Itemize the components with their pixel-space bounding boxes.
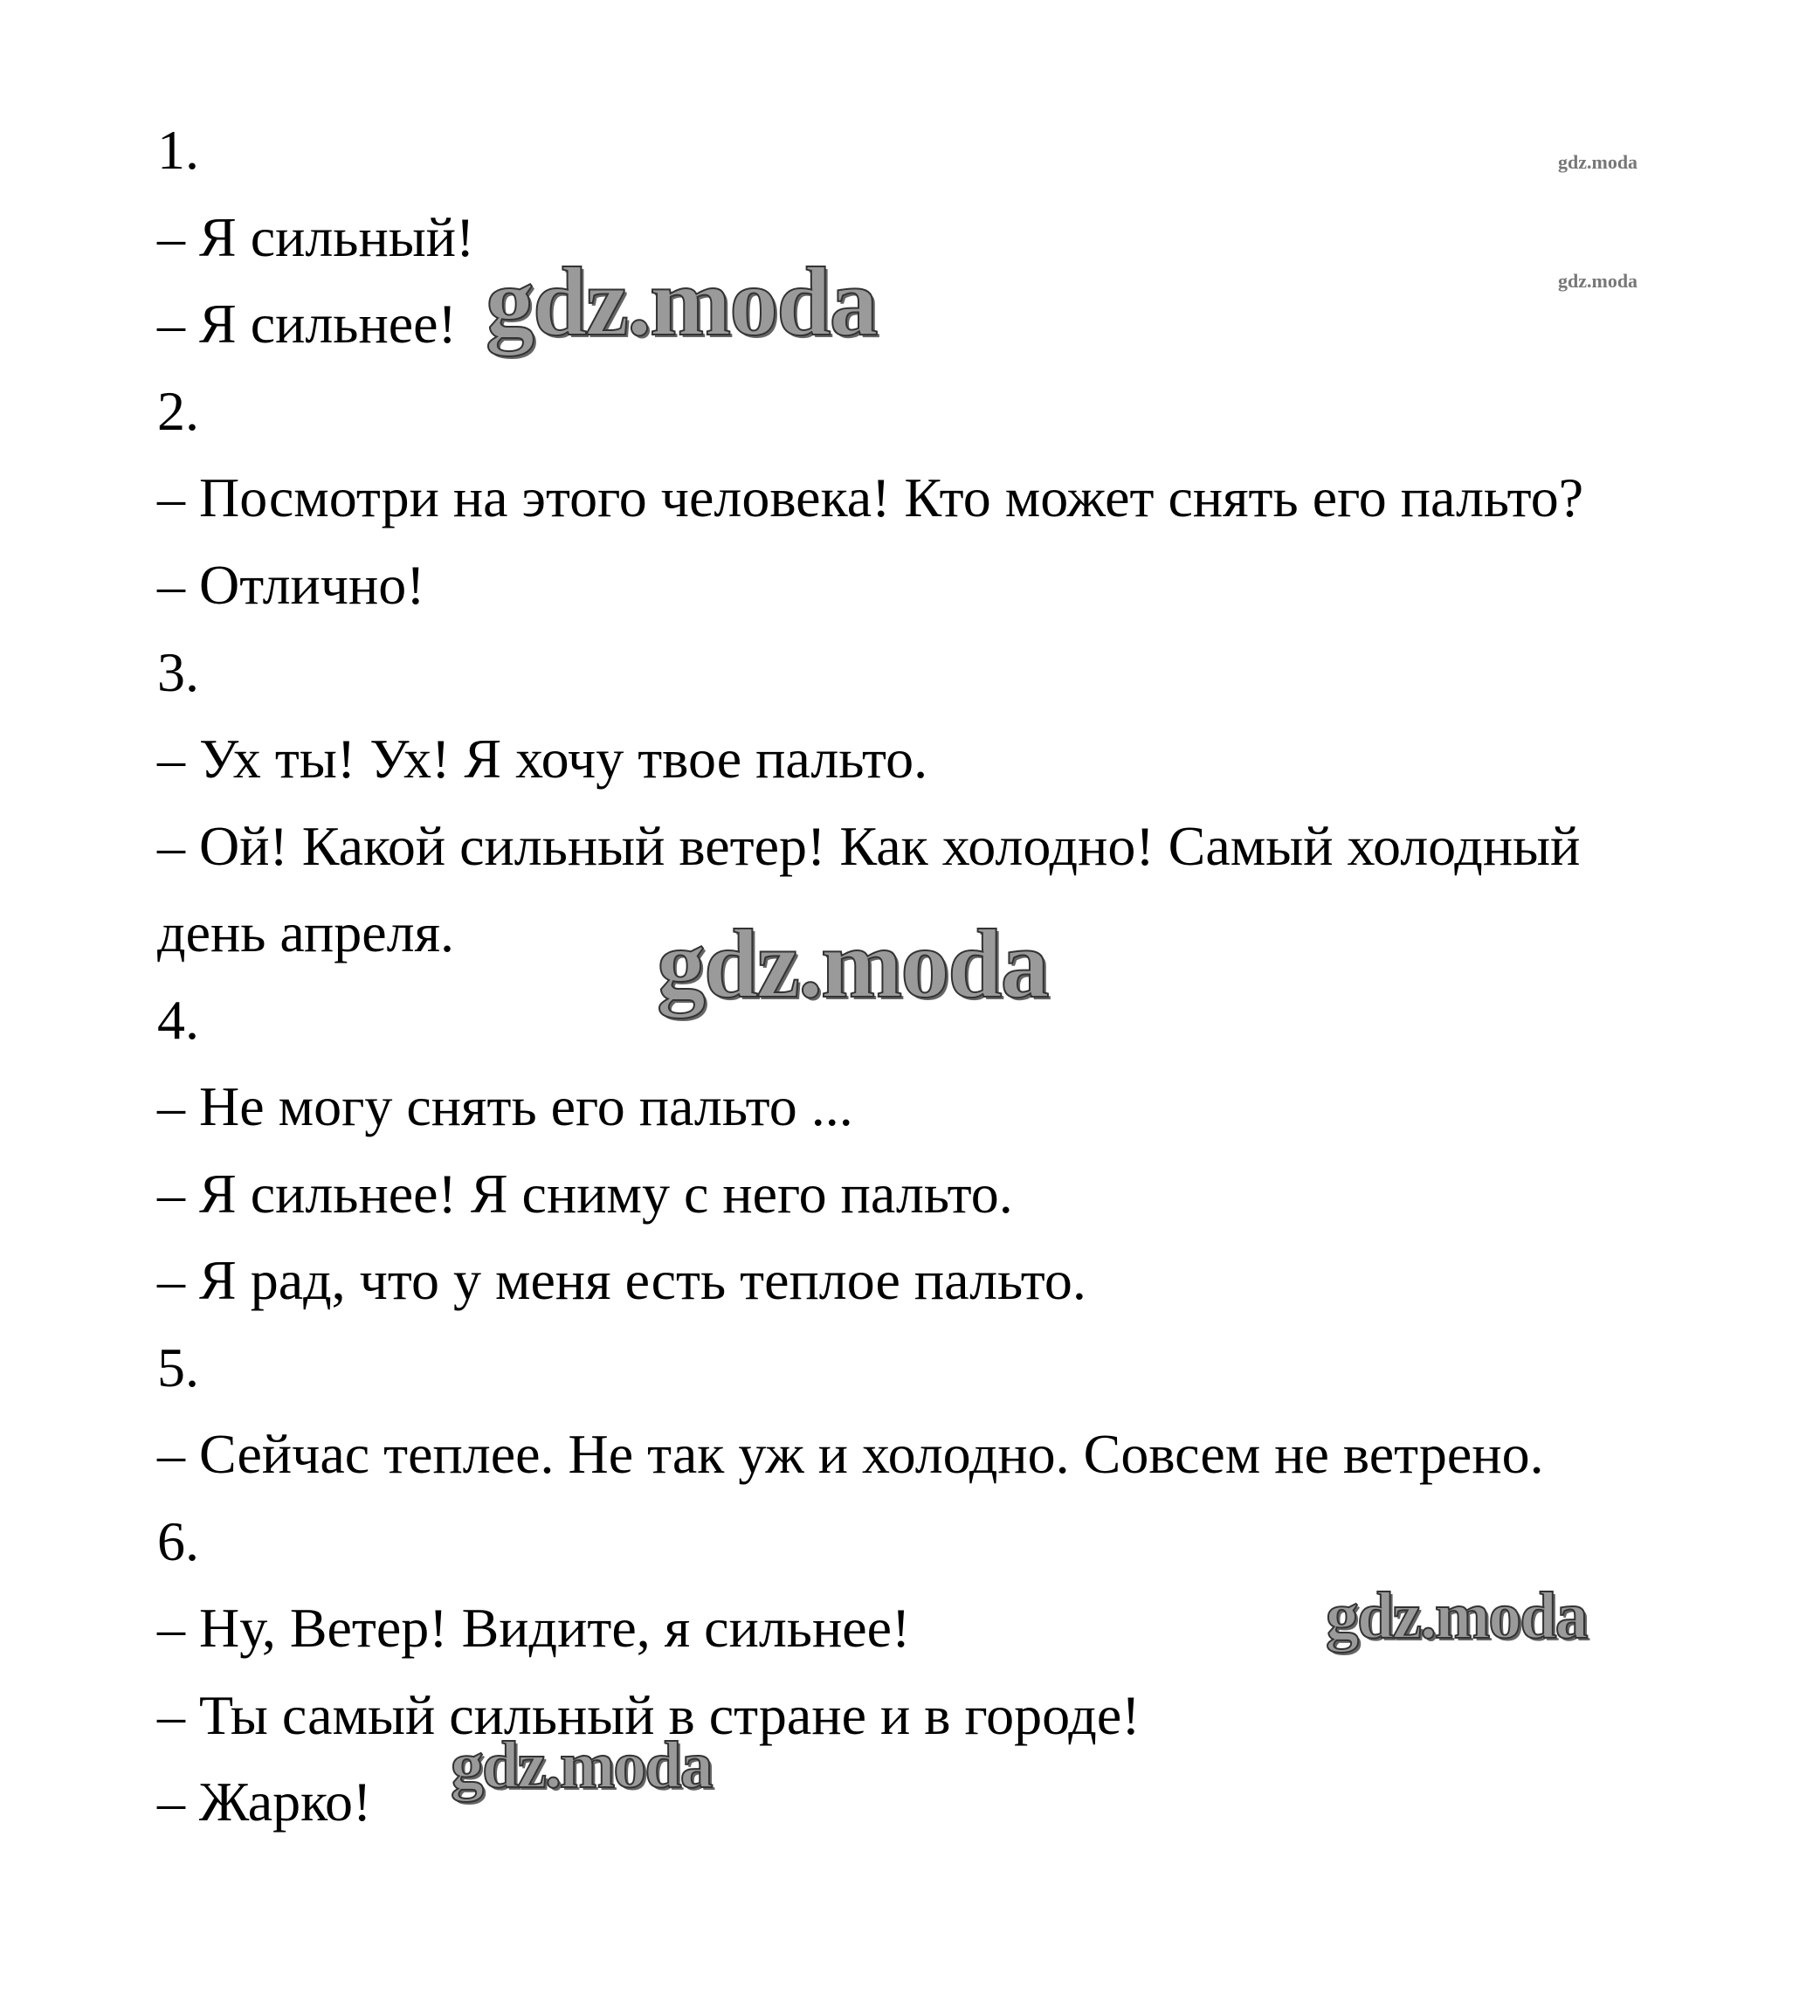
dialogue-line: – Ух ты! Ух! Я хочу твое пальто. <box>157 728 928 790</box>
section-number-5: 5. <box>157 1336 199 1398</box>
section-number-4: 4. <box>157 989 199 1051</box>
dialogue-line: – Я сильнее! Я сниму с него пальто. <box>157 1163 1013 1225</box>
dialogue-line: – Ой! Какой сильный ветер! Как холодно! Самый холодный <box>157 815 1581 877</box>
watermark-large: gdz.moda <box>657 910 1048 1018</box>
section-number-3: 3. <box>157 641 199 703</box>
dialogue-line: – Ну, Ветер! Видите, я сильнее! <box>157 1597 911 1659</box>
dialogue-line-continuation: день апреля. <box>157 901 454 963</box>
dialogue-line: – Жарко! <box>157 1771 372 1833</box>
dialogue-line: – Не могу снять его пальто ... <box>157 1075 853 1137</box>
watermark-small: gdz.moda <box>1558 270 1638 292</box>
watermark-small: gdz.moda <box>1558 151 1638 173</box>
watermark-medium: gdz.moda <box>451 1729 712 1802</box>
dialogue-line: – Сейчас теплее. Не так уж и холодно. Совсем не ветрено. <box>157 1423 1544 1485</box>
dialogue-line: – Ты самый сильный в стране и в городе! <box>157 1684 1141 1746</box>
watermark-large: gdz.moda <box>486 248 877 356</box>
dialogue-line: – Я сильный! <box>157 206 475 268</box>
watermark-medium: gdz.moda <box>1326 1579 1587 1653</box>
dialogue-line: – Отлично! <box>157 554 425 616</box>
section-number-6: 6. <box>157 1510 199 1572</box>
dialogue-line: – Посмотри на этого человека! Кто может снять его пальто? <box>157 466 1584 528</box>
dialogue-line: – Я рад, что у меня есть теплое пальто. <box>157 1249 1086 1311</box>
dialogue-line: – Я сильнее! <box>157 293 457 355</box>
section-number-2: 2. <box>157 380 199 442</box>
section-number-1: 1. <box>157 119 199 181</box>
